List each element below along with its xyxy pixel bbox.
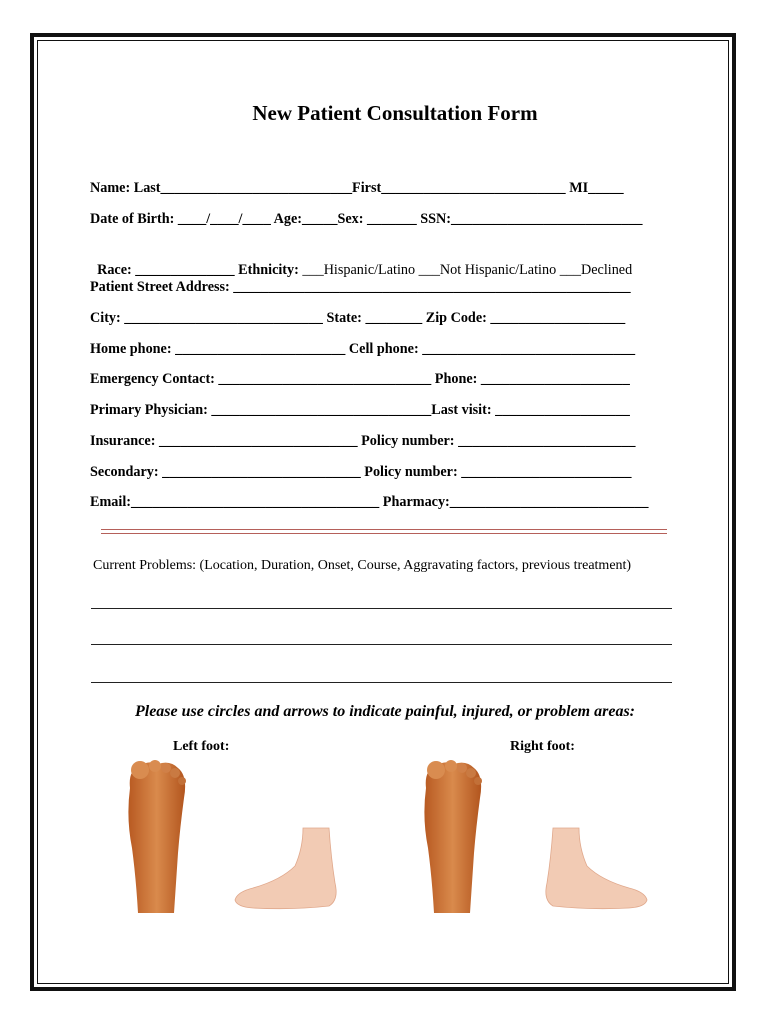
left-foot-side-view[interactable] bbox=[233, 828, 345, 910]
ethnicity-options[interactable]: ___Hispanic/Latino ___Not Hispanic/Latino ___Declined bbox=[302, 262, 633, 278]
form-title: New Patient Consultation Form bbox=[252, 101, 538, 125]
instruction-text: Please use circles and arrows to indicate painful, injured, or problem areas: bbox=[134, 703, 635, 720]
dob-field[interactable]: Date of Birth: ____/____/____ Age:_____Sex: _______ SSN:___________________________ bbox=[90, 211, 643, 227]
problem-line-2[interactable] bbox=[91, 644, 672, 645]
right-foot-side-view[interactable] bbox=[545, 828, 657, 910]
section-separator bbox=[101, 529, 667, 534]
left-foot-top-view[interactable] bbox=[118, 758, 193, 913]
race-ethnicity-field[interactable] bbox=[90, 245, 632, 279]
current-problems-label: Current Problems: (Location, Duration, Onset, Course, Aggravating factors, previous treatment) bbox=[93, 558, 632, 573]
insurance-field[interactable]: Insurance: ____________________________ Policy number: _________________________ bbox=[90, 433, 636, 449]
email-pharmacy-field[interactable]: Email:___________________________________ Pharmacy:____________________________ bbox=[90, 494, 649, 510]
phone-fields[interactable]: Home phone: ________________________ Cell phone: ______________________________ bbox=[90, 341, 636, 357]
name-field[interactable]: Name: Last___________________________First__________________________ MI_____ bbox=[90, 180, 624, 196]
city-state-zip-field[interactable]: City: ____________________________ State: ________ Zip Code: ___________________ bbox=[90, 310, 626, 326]
right-foot-top-view[interactable] bbox=[414, 758, 489, 913]
race-label: Race: ______________ Ethnicity: bbox=[97, 262, 303, 278]
secondary-insurance-field[interactable]: Secondary: ____________________________ Policy number: ________________________ bbox=[90, 464, 632, 480]
primary-physician-field[interactable]: Primary Physician: _______________________________Last visit: ___________________ bbox=[90, 402, 630, 418]
address-field[interactable]: Patient Street Address: ________________________________________________________ bbox=[90, 279, 631, 295]
emergency-contact-field[interactable]: Emergency Contact: ______________________________ Phone: _____________________ bbox=[90, 371, 630, 387]
problem-line-3[interactable] bbox=[91, 682, 672, 683]
right-foot-label: Right foot: bbox=[510, 739, 575, 754]
left-foot-label: Left foot: bbox=[173, 739, 230, 754]
problem-line-1[interactable] bbox=[91, 608, 672, 609]
